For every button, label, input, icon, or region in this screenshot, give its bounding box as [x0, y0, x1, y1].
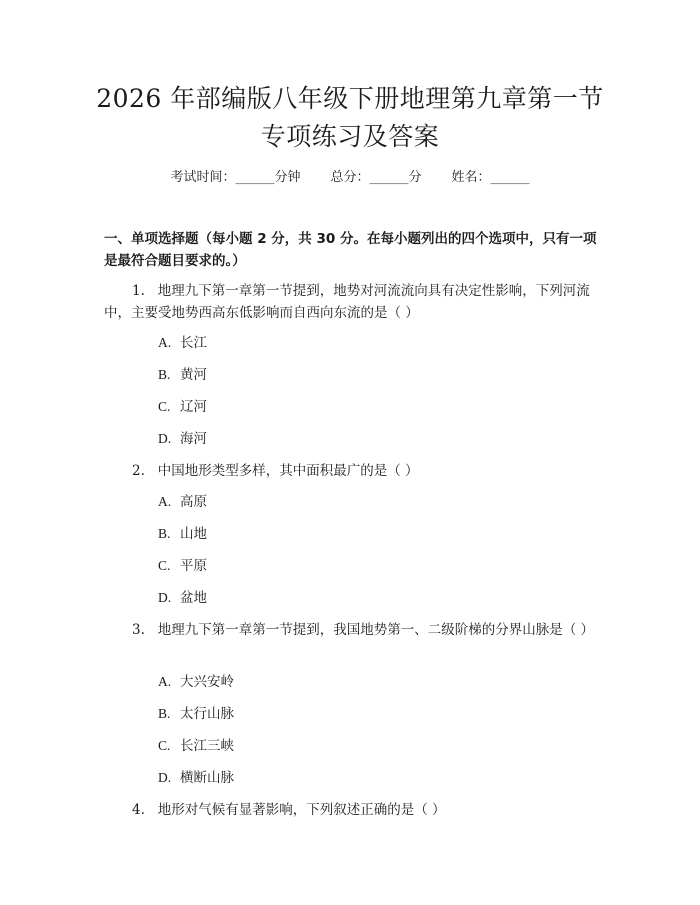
- option-1b: [158, 365, 207, 385]
- option-text: 海河: [180, 431, 207, 447]
- option-letter: B.: [158, 367, 171, 382]
- option-letter: D.: [158, 431, 172, 446]
- option-letter: D.: [158, 590, 172, 605]
- question-number: 3.: [132, 622, 145, 638]
- exam-info-row: [0, 168, 700, 188]
- question-text: 地理九下第一章第一节提到，我国地势第一、二级阶梯的分界山脉是（ ）: [157, 622, 595, 638]
- option-2b: [158, 524, 207, 544]
- option-text: 盆地: [180, 590, 207, 606]
- option-text: 黄河: [180, 367, 207, 383]
- question-2: [104, 460, 604, 482]
- option-3c: [158, 736, 234, 756]
- question-text: 中国地形类型多样，其中面积最广的是（ ）: [157, 463, 419, 479]
- option-text: 高原: [180, 494, 207, 510]
- option-text: 长江三峡: [180, 738, 234, 754]
- option-1a: [158, 333, 207, 353]
- exam-score-field: 总分：______分: [330, 170, 422, 185]
- option-letter: A.: [158, 494, 172, 509]
- question-text: 地理九下第一章第一节提到，地势对河流流向具有决定性影响，下列河流中，主要受地势西高东低影响而自西向东流的是（ ）: [104, 283, 590, 321]
- option-letter: B.: [158, 526, 171, 541]
- question-1: [104, 280, 604, 324]
- option-text: 辽河: [180, 399, 207, 415]
- option-3a: [158, 672, 234, 692]
- option-3b: [158, 704, 234, 724]
- exam-name-field: 姓名：______: [451, 170, 530, 185]
- question-number: 1.: [132, 283, 145, 299]
- document-title-line2: 专项练习及答案: [260, 122, 440, 151]
- option-letter: C.: [158, 558, 171, 573]
- exam-time-field: 考试时间：______分钟: [170, 170, 301, 185]
- option-letter: A.: [158, 674, 172, 689]
- option-text: 山地: [180, 526, 207, 542]
- option-1c: [158, 397, 207, 417]
- option-text: 太行山脉: [180, 706, 234, 722]
- option-text: 大兴安岭: [180, 674, 234, 690]
- option-letter: A.: [158, 335, 172, 350]
- option-letter: B.: [158, 706, 171, 721]
- option-letter: D.: [158, 770, 172, 785]
- option-3d: [158, 768, 234, 788]
- option-2d: [158, 588, 207, 608]
- question-4: [104, 799, 604, 821]
- document-title-line1: 2026 年部编版八年级下册地理第九章第一节: [96, 84, 604, 113]
- option-text: 平原: [180, 558, 207, 574]
- question-number: 2.: [132, 463, 145, 479]
- option-1d: [158, 429, 207, 449]
- option-2c: [158, 556, 207, 576]
- question-3: [104, 619, 604, 641]
- section-heading: 一、单项选择题（每小题 2 分，共 30 分。在每小题列出的四个选项中，只有一项是最符合题目要求的。）: [104, 231, 597, 269]
- question-number: 4.: [132, 802, 145, 818]
- option-text: 长江: [180, 335, 207, 351]
- option-2a: [158, 492, 207, 512]
- option-text: 横断山脉: [180, 770, 234, 786]
- option-letter: C.: [158, 738, 171, 753]
- option-letter: C.: [158, 399, 171, 414]
- question-text: 地形对气候有显著影响，下列叙述正确的是（ ）: [157, 802, 446, 818]
